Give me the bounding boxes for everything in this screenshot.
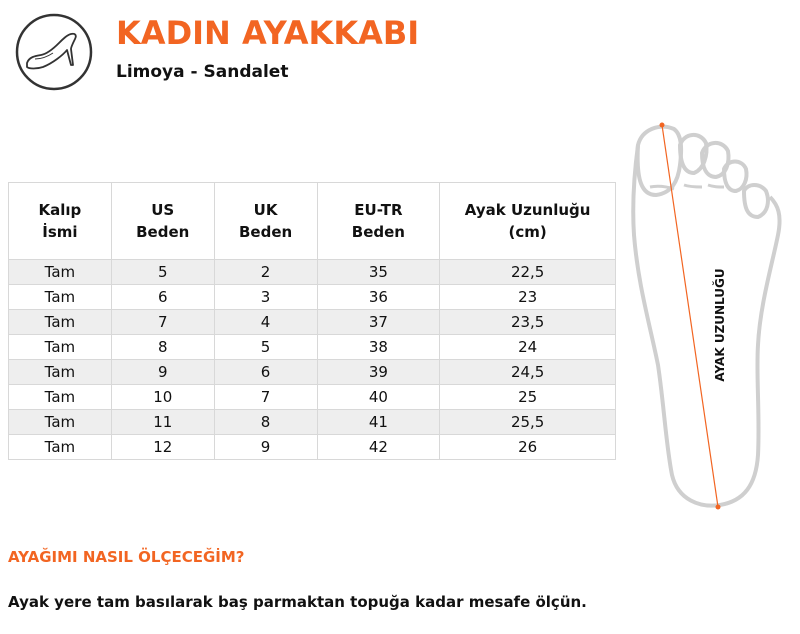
table-cell: 42 — [317, 435, 440, 460]
table-cell: 4 — [214, 310, 317, 335]
table-cell: 26 — [440, 435, 616, 460]
table-cell: 25 — [440, 385, 616, 410]
howto-heading: AYAĞIMI NASIL ÖLÇECEĞİM? — [8, 548, 245, 566]
table-cell: 22,5 — [440, 260, 616, 285]
table-row — [9, 360, 616, 385]
table-cell: Tam — [9, 410, 112, 435]
table-cell: 39 — [317, 360, 440, 385]
table-cell: 8 — [111, 335, 214, 360]
table-cell: 3 — [214, 285, 317, 310]
table-cell: Tam — [9, 385, 112, 410]
table-cell: 40 — [317, 385, 440, 410]
table-cell: 23,5 — [440, 310, 616, 335]
size-chart-table — [8, 182, 616, 460]
column-header-eu-tr: EU-TR Beden — [317, 183, 440, 260]
table-cell: 38 — [317, 335, 440, 360]
column-header-uk: UK Beden — [214, 183, 317, 260]
table-cell: Tam — [9, 260, 112, 285]
table-header-row — [9, 183, 616, 260]
table-cell: 11 — [111, 410, 214, 435]
table-cell: 24,5 — [440, 360, 616, 385]
table-cell: Tam — [9, 335, 112, 360]
table-cell: 5 — [214, 335, 317, 360]
table-cell: Tam — [9, 360, 112, 385]
table-cell: 6 — [111, 285, 214, 310]
column-header-foot-length: Ayak Uzunluğu (cm) — [440, 183, 616, 260]
table-cell: 41 — [317, 410, 440, 435]
page-title: KADIN AYAKKABI — [116, 14, 420, 52]
table-row — [9, 260, 616, 285]
column-header-us: US Beden — [111, 183, 214, 260]
table-cell: 2 — [214, 260, 317, 285]
high-heel-shoe-icon — [15, 13, 93, 91]
table-cell: 36 — [317, 285, 440, 310]
table-row — [9, 335, 616, 360]
foot-outline-icon — [620, 115, 790, 515]
table-cell: 24 — [440, 335, 616, 360]
table-cell: 7 — [111, 310, 214, 335]
table-row — [9, 285, 616, 310]
table-cell: 37 — [317, 310, 440, 335]
table-cell: 9 — [214, 435, 317, 460]
table-cell: 12 — [111, 435, 214, 460]
table-cell: 7 — [214, 385, 317, 410]
foot-length-label: AYAK UZUNLUĞU — [713, 268, 727, 382]
table-cell: 10 — [111, 385, 214, 410]
table-row — [9, 435, 616, 460]
table-row — [9, 310, 616, 335]
table-row — [9, 385, 616, 410]
column-header-kalip: Kalıp İsmi — [9, 183, 112, 260]
table-cell: 5 — [111, 260, 214, 285]
howto-instruction: Ayak yere tam basılarak baş parmaktan topuğa kadar mesafe ölçün. — [8, 593, 587, 611]
table-cell: Tam — [9, 310, 112, 335]
table-row — [9, 410, 616, 435]
table-cell: 23 — [440, 285, 616, 310]
table-cell: 8 — [214, 410, 317, 435]
table-cell: 6 — [214, 360, 317, 385]
table-cell: Tam — [9, 435, 112, 460]
product-subtitle: Limoya - Sandalet — [116, 62, 289, 82]
table-cell: 35 — [317, 260, 440, 285]
table-cell: 25,5 — [440, 410, 616, 435]
table-cell: Tam — [9, 285, 112, 310]
table-cell: 9 — [111, 360, 214, 385]
